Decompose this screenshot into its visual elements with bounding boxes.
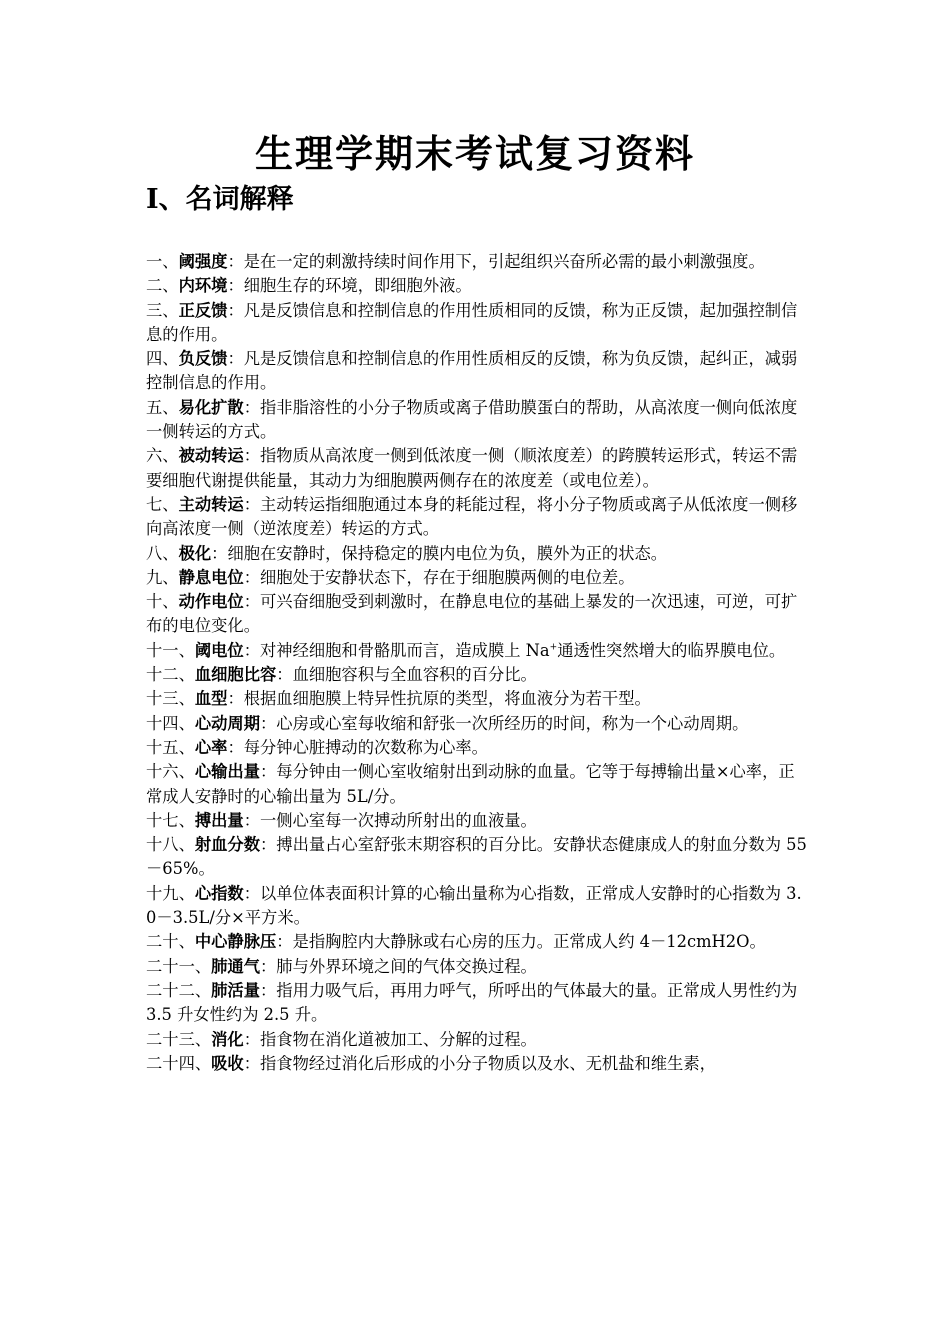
term-name: 血型 [194,689,228,709]
term-entry: 十七、搏出量：一侧心室每一次搏动所射出的血液量。 [146,810,537,830]
term-definition: ：是在一定的刺激持续时间作用下，引起组织兴奋所必需的最小刺激强度。 [227,252,765,271]
term-entry: 八、极化：细胞在安静时，保持稳定的膜内电位为负，膜外为正的状态。 [146,543,668,563]
term-entry: 二、内环境：细胞生存的环境，即细胞外液。 [146,276,472,296]
term-entry: 十二、血细胞比容：血细胞容积与全血容积的百分比。 [146,665,537,685]
term-name: 静息电位 [178,567,244,587]
term-definition: ：细胞处于安静状态下，存在于细胞膜两侧的电位差。 [243,567,635,587]
term-definition: ：凡是反馈信息和控制信息的作用性质相同的反馈，称为正反馈，起加强控制信息的作用。 [146,300,798,344]
term-definition: ：指食物在消化道被加工、分解的过程。 [243,1029,537,1049]
term-definition: ：以单位体表面积计算的心输出量称为心指数，正常成人安静时的心指数为 3.0－3.5L/分×平方米。 [146,883,802,928]
term-definition: ：血细胞容积与全血容积的百分比。 [276,665,537,685]
term-name: 阈强度 [178,252,228,271]
term-definition: ：肺与外界环境之间的气体交换过程。 [260,956,537,976]
term-definition: ：指用力吸气后，再用力呼气，所呼出的气体最大的量。正常成人男性约为 3.5 升女性约为 2.5 升。 [146,980,798,1025]
term-name: 心输出量 [194,762,260,782]
term-definition: ：对神经细胞和骨骼肌而言，造成膜上 Na [243,640,550,660]
term-definition: ：根据血细胞膜上特异性抗原的类型，将血液分为若干型。 [227,689,651,709]
term-name: 心指数 [194,883,244,903]
term-definition: ：指非脂溶性的小分子物质或离子借助膜蛋白的帮助，从高浓度一侧向低浓度一侧转运的方式。 [146,397,798,442]
term-entry: 十、动作电位：可兴奋细胞受到刺激时，在静息电位的基础上暴发的一次迅速，可逆，可扩布的电位变化。 [146,592,798,636]
term-entry: 二十四、吸收：指食物经过消化后形成的小分子物质以及水、无机盐和维生素， [146,1053,716,1073]
term-definition: ：主动转运指细胞通过本身的耗能过程，将小分子物质或离子从低浓度一侧移向高浓度一侧（逆浓度差）转运的方式。 [146,494,798,539]
term-entry: 五、易化扩散：指非脂溶性的小分子物质或离子借助膜蛋白的帮助，从高浓度一侧向低浓度一侧转运的方式。 [146,397,798,442]
term-name: 内环境 [178,276,228,296]
term-entry: 九、静息电位：细胞处于安静状态下，存在于细胞膜两侧的电位差。 [146,567,635,587]
term-entry: 七、主动转运：主动转运指细胞通过本身的耗能过程，将小分子物质或离子从低浓度一侧移向高浓度一侧（逆浓度差）转运的方式。 [146,494,798,539]
term-entry: 二十一、肺通气：肺与外界环境之间的气体交换过程。 [146,956,537,976]
term-name: 肺通气 [211,956,260,976]
term-name: 血细胞比容 [194,665,277,685]
term-name: 消化 [211,1029,244,1049]
superscript-plus: + [549,642,558,653]
section-heading: Ⅰ、名词解释 [146,184,294,215]
term-name: 搏出量 [194,810,244,830]
term-definition: ：每分钟心脏搏动的次数称为心率。 [227,737,488,757]
term-name: 肺活量 [211,980,260,1000]
term-name: 易化扩散 [178,397,244,417]
term-name: 心率 [194,737,228,757]
term-entry: 十九、心指数：以单位体表面积计算的心输出量称为心指数，正常成人安静时的心指数为 3.0－3.5L/分×平方米。 [146,883,802,928]
term-name: 主动转运 [178,494,244,514]
term-entry: 十四、心动周期：心房或心室每收缩和舒张一次所经历的时间，称为一个心动周期。 [146,713,749,733]
term-name: 中心静脉压 [194,932,277,952]
term-definition: ：指食物经过消化后形成的小分子物质以及水、无机盐和维生素， [243,1053,716,1073]
term-name: 极化 [178,543,212,563]
term-name: 射血分数 [194,835,260,855]
term-definition: ：每分钟由一侧心室收缩射出到动脉的血量。它等于每搏输出量×心率，正常成人安静时的心输出量为 5L/分。 [146,762,795,806]
term-definition: ：搏出量占心室舒张末期容积的百分比。安静状态健康成人的射血分数为 55－65%。 [146,835,807,879]
term-entry: 三、正反馈：凡是反馈信息和控制信息的作用性质相同的反馈，称为正反馈，起加强控制信息的作用。 [146,300,798,344]
term-list [146,250,808,1076]
term-name: 负反馈 [178,349,228,369]
term-definition: ：可兴奋细胞受到刺激时，在静息电位的基础上暴发的一次迅速，可逆，可扩布的电位变化。 [146,592,798,636]
term-entry: 二十三、消化：指食物在消化道被加工、分解的过程。 [146,1029,537,1049]
term-entry: 十五、心率：每分钟心脏搏动的次数称为心率。 [146,737,488,757]
term-definition-cont: 通透性突然增大的临界膜电位。 [557,640,786,660]
term-entry: 十一、阈电位：对神经细胞和骨骼肌而言，造成膜上 Na+通透性突然增大的临界膜电位。 [146,640,786,660]
term-entry: 十六、心输出量：每分钟由一侧心室收缩射出到动脉的血量。它等于每搏输出量×心率，正常成人安静时的心输出量为 5L/分。 [146,762,795,806]
term-name: 心动周期 [194,713,260,733]
term-definition: ：心房或心室每收缩和舒张一次所经历的时间，称为一个心动周期。 [260,713,749,733]
term-name: 被动转运 [178,446,244,466]
term-definition: ：细胞在安静时，保持稳定的膜内电位为负，膜外为正的状态。 [211,543,668,563]
term-entry: 十八、射血分数：搏出量占心室舒张末期容积的百分比。安静状态健康成人的射血分数为 55－65%。 [146,835,807,879]
document-title: 生理学期末考试复习资料 [254,131,695,176]
term-definition: ：是指胸腔内大静脉或右心房的压力。正常成人约 4－12cmH2O。 [276,932,766,952]
term-name: 阈电位 [194,640,244,660]
term-entry: 二十、中心静脉压：是指胸腔内大静脉或右心房的压力。正常成人约 4－12cmH2O。 [146,932,766,952]
term-entry: 四、负反馈：凡是反馈信息和控制信息的作用性质相反的反馈，称为负反馈，起纠正，减弱控制信息的作用。 [146,349,798,393]
term-definition: ：指物质从高浓度一侧到低浓度一侧（顺浓度差）的跨膜转运形式，转运不需要细胞代谢提供能量，其动力为细胞膜两侧存在的浓度差（或电位差）。 [146,446,798,490]
term-entry: 十三、血型：根据血细胞膜上特异性抗原的类型，将血液分为若干型。 [146,689,651,709]
term-definition: ：凡是反馈信息和控制信息的作用性质相反的反馈，称为负反馈，起纠正，减弱控制信息的作用。 [146,349,798,393]
term-definition: ：一侧心室每一次搏动所射出的血液量。 [243,810,537,830]
term-entry: 六、被动转运：指物质从高浓度一侧到低浓度一侧（顺浓度差）的跨膜转运形式，转运不需要细胞代谢提供能量，其动力为细胞膜两侧存在的浓度差（或电位差）。 [146,446,798,490]
term-definition: ：细胞生存的环境，即细胞外液。 [227,276,472,296]
term-name: 吸收 [211,1053,244,1073]
term-entry: 一、阈强度：是在一定的刺激持续时间作用下，引起组织兴奋所必需的最小刺激强度。 [146,252,765,271]
term-name: 动作电位 [178,592,244,612]
term-entry: 二十二、肺活量：指用力吸气后，再用力呼气，所呼出的气体最大的量。正常成人男性约为 3.5 升女性约为 2.5 升。 [146,980,798,1025]
term-name: 正反馈 [178,300,228,320]
